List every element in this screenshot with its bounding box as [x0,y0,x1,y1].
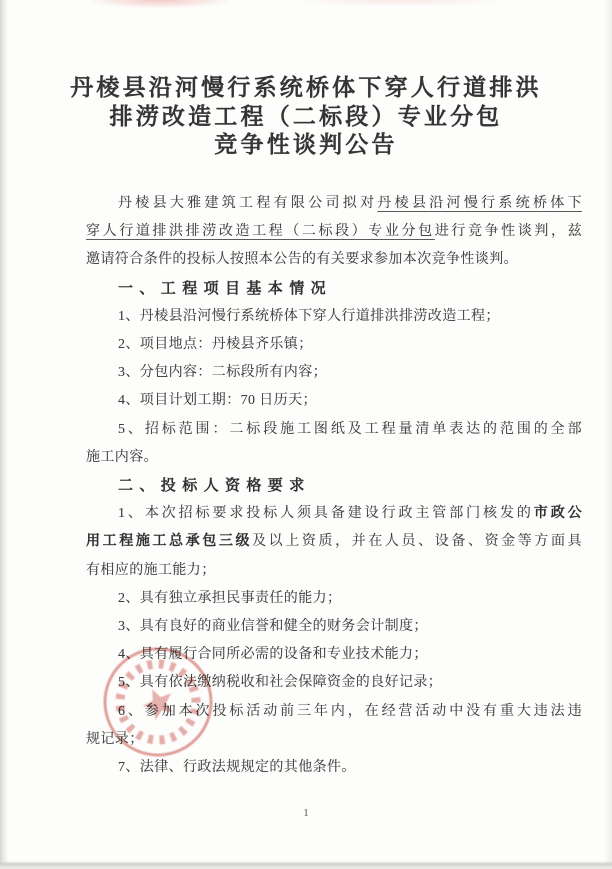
intro-paragraph [86,190,582,218]
document-title-line-3: 竞争性谈判公告 [214,132,398,158]
section-1-item [86,444,582,472]
section-1-heading [86,275,582,303]
text-segment: 进行竞争性谈判，兹 [434,224,582,240]
scan-right-edge [604,0,612,869]
text-segment: 有相应的施工能力； [86,562,216,578]
text-segment: 邀请符合条件的投标人按照本公告的有关要求参加本次竞争性谈判。 [86,252,518,268]
text-segment: 一、工程项目基本情况 [118,280,333,297]
intro-paragraph [86,246,582,274]
section-2-item [86,754,582,782]
text-segment: 2、具有独立承担民事责任的能力； [118,590,342,606]
underlined-text: 穿人行道排洪排涝改造工程（二标段）专业分包 [86,224,435,240]
section-2-item [86,726,582,754]
section-2-item [86,641,582,669]
text-segment: 4、具有履行合同所必需的设备和专业技术能力； [118,647,428,663]
section-2-item [86,500,582,528]
section-2-item [86,557,582,585]
document-title-line-1: 丹棱县沿河慢行系统桥体下穿人行道排洪 [70,75,542,100]
text-segment: 3、分包内容：二标段所有内容； [118,365,327,381]
document-body [86,190,582,782]
text-segment: 5、招标范围：二标段施工图纸及工程量清单表达的范围的全部 [118,421,582,437]
bold-text: 市政公 [533,506,583,522]
section-1-item [86,303,582,331]
page-number: 1 [303,807,309,819]
section-1-item [86,387,582,415]
section-1-item [86,331,582,359]
section-1-item [86,416,582,444]
scan-bottom-edge [0,861,612,869]
text-segment: 5、具有依法缴纳税收和社会保障资金的良好记录； [118,675,443,691]
text-segment: 二、投标人资格要求 [118,478,311,495]
text-segment: 4、项目计划工期：70 日历天； [118,393,317,409]
text-segment: 施工内容。 [86,449,158,465]
section-2-item [86,669,582,697]
text-segment: 规记录； [86,731,144,747]
section-1-item [86,359,582,387]
text-segment: 1、丹棱县沿河慢行系统桥体下穿人行道排洪排涝改造工程； [118,308,500,324]
text-segment: 3、具有良好的商业信誉和健全的财务会计制度； [118,619,428,635]
section-2-item [86,698,582,726]
document-title [0,74,612,160]
scan-top-smudge [90,0,230,8]
text-segment: 1、本次招标要求投标人须具备建设行政主管部门核发的 [118,506,534,522]
text-segment: 6、参加本次投标活动前三年内，在经营活动中没有重大违法违 [118,703,582,719]
section-2-item [86,585,582,613]
text-segment: 7、法律、行政法规规定的其他条件。 [118,760,356,776]
text-segment: 丹棱县大雅建筑工程有限公司拟对 [118,196,378,211]
bold-text: 用工程施工总承包三级 [86,534,253,550]
underlined-text: 丹棱县沿河慢行系统桥体下 [377,196,583,211]
text-segment: 2、项目地点：丹棱县齐乐镇； [118,337,313,353]
document-title-line-2: 排涝改造工程（二标段）专业分包 [109,103,503,129]
scan-top-smudge-2 [300,0,500,6]
section-2-item [86,528,582,556]
scan-left-edge [0,0,8,869]
text-segment: 及以上资质，并在人员、设备、资金等方面具 [252,534,583,550]
section-2-heading [86,472,582,500]
section-2-item [86,613,582,641]
intro-paragraph [86,218,582,246]
